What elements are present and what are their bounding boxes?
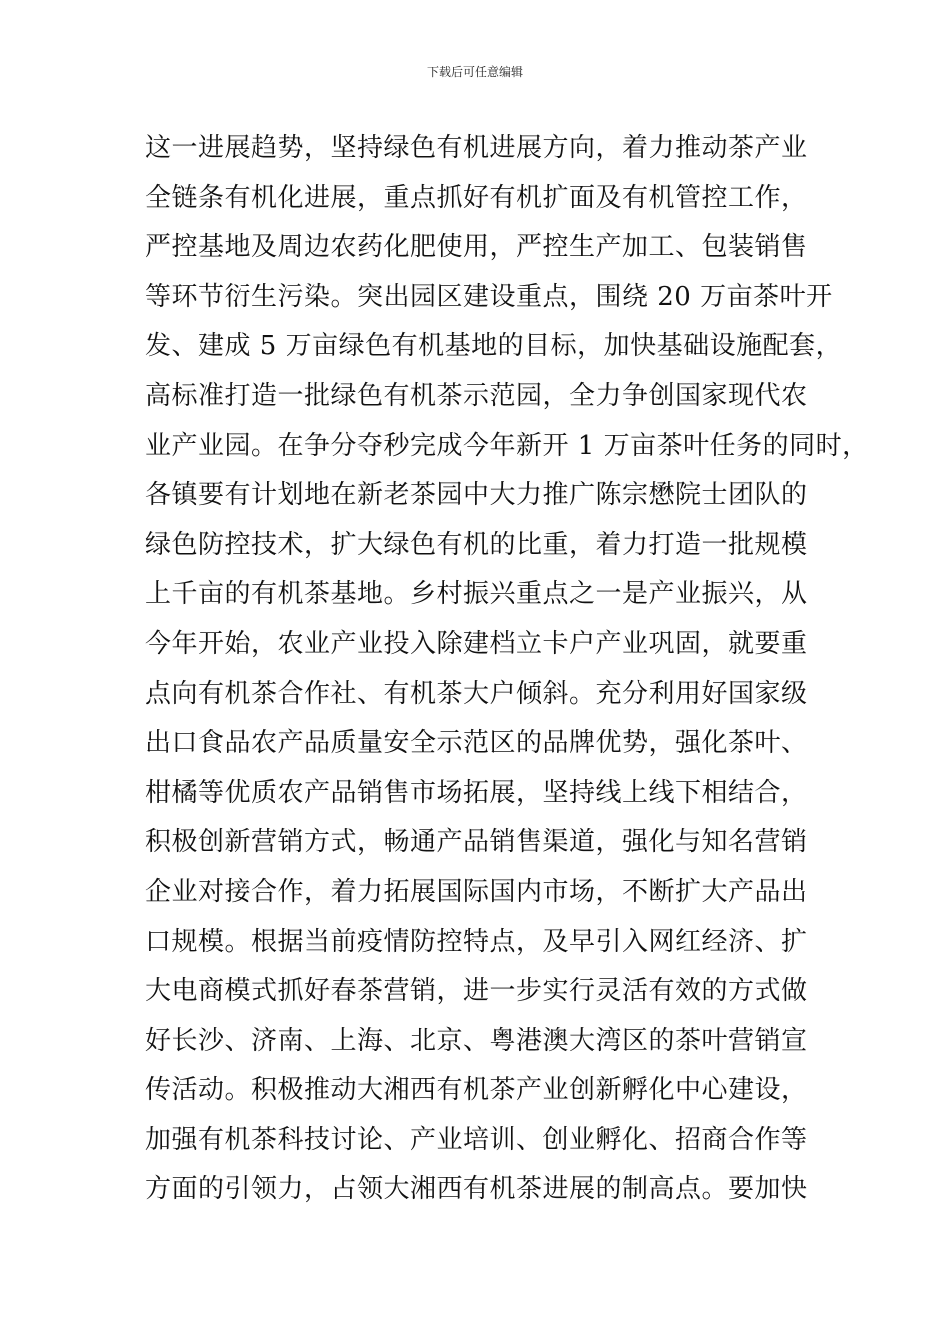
text-line: 加强有机茶科技讨论、产业培训、创业孵化、招商合作等 bbox=[145, 1124, 808, 1155]
text-line: 业产业园。在争分夺秒完成今年新开 1 万亩茶叶任务的同时， bbox=[145, 430, 869, 461]
text-line: 全链条有机化进展，重点抓好有机扩面及有机管控工作， bbox=[145, 182, 808, 213]
text-line: 出口食品农产品质量安全示范区的品牌优势，强化茶叶、 bbox=[145, 728, 808, 759]
text-line: 严控基地及周边农药化肥使用，严控生产加工、包装销售 bbox=[145, 232, 808, 263]
text-line: 好长沙、济南、上海、北京、粤港澳大湾区的茶叶营销宣 bbox=[145, 1025, 808, 1056]
text-line: 等环节衍生污染。突出园区建设重点，围绕 20 万亩茶叶开 bbox=[145, 281, 833, 312]
text-line: 传活动。积极推动大湘西有机茶产业创新孵化中心建设， bbox=[145, 1075, 808, 1106]
text-line: 绿色防控技术，扩大绿色有机的比重，着力打造一批规模 bbox=[145, 529, 808, 560]
text-line: 高标准打造一批绿色有机茶示范园，全力争创国家现代农 bbox=[145, 380, 808, 411]
text-line: 企业对接合作，着力拓展国际国内市场，不断扩大产品出 bbox=[145, 876, 808, 907]
text-line: 上千亩的有机茶基地。乡村振兴重点之一是产业振兴，从 bbox=[145, 579, 808, 610]
text-line: 发、建成 5 万亩绿色有机基地的目标，加快基础设施配套， bbox=[145, 331, 843, 362]
text-line: 点向有机茶合作社、有机茶大户倾斜。充分利用好国家级 bbox=[145, 678, 808, 709]
text-line: 今年开始，农业产业投入除建档立卡户产业巩固，就要重 bbox=[145, 628, 808, 659]
text-line: 各镇要有计划地在新老茶园中大力推广陈宗懋院士团队的 bbox=[145, 480, 808, 511]
text-line: 积极创新营销方式，畅通产品销售渠道，强化与知名营销 bbox=[145, 827, 808, 858]
text-line: 柑橘等优质农产品销售市场拓展，坚持线上线下相结合， bbox=[145, 777, 808, 808]
page-header: 下载后可任意编辑 bbox=[426, 65, 523, 79]
text-line: 口规模。根据当前疫情防控特点，及早引入网红经济、扩 bbox=[145, 926, 808, 957]
text-line: 大电商模式抓好春茶营销，进一步实行灵活有效的方式做 bbox=[145, 976, 808, 1007]
text-line: 方面的引领力，占领大湘西有机茶进展的制高点。要加快 bbox=[145, 1174, 808, 1205]
text-line: 这一进展趋势，坚持绿色有机进展方向，着力推动茶产业 bbox=[145, 133, 808, 163]
body-paragraph bbox=[145, 124, 869, 1215]
